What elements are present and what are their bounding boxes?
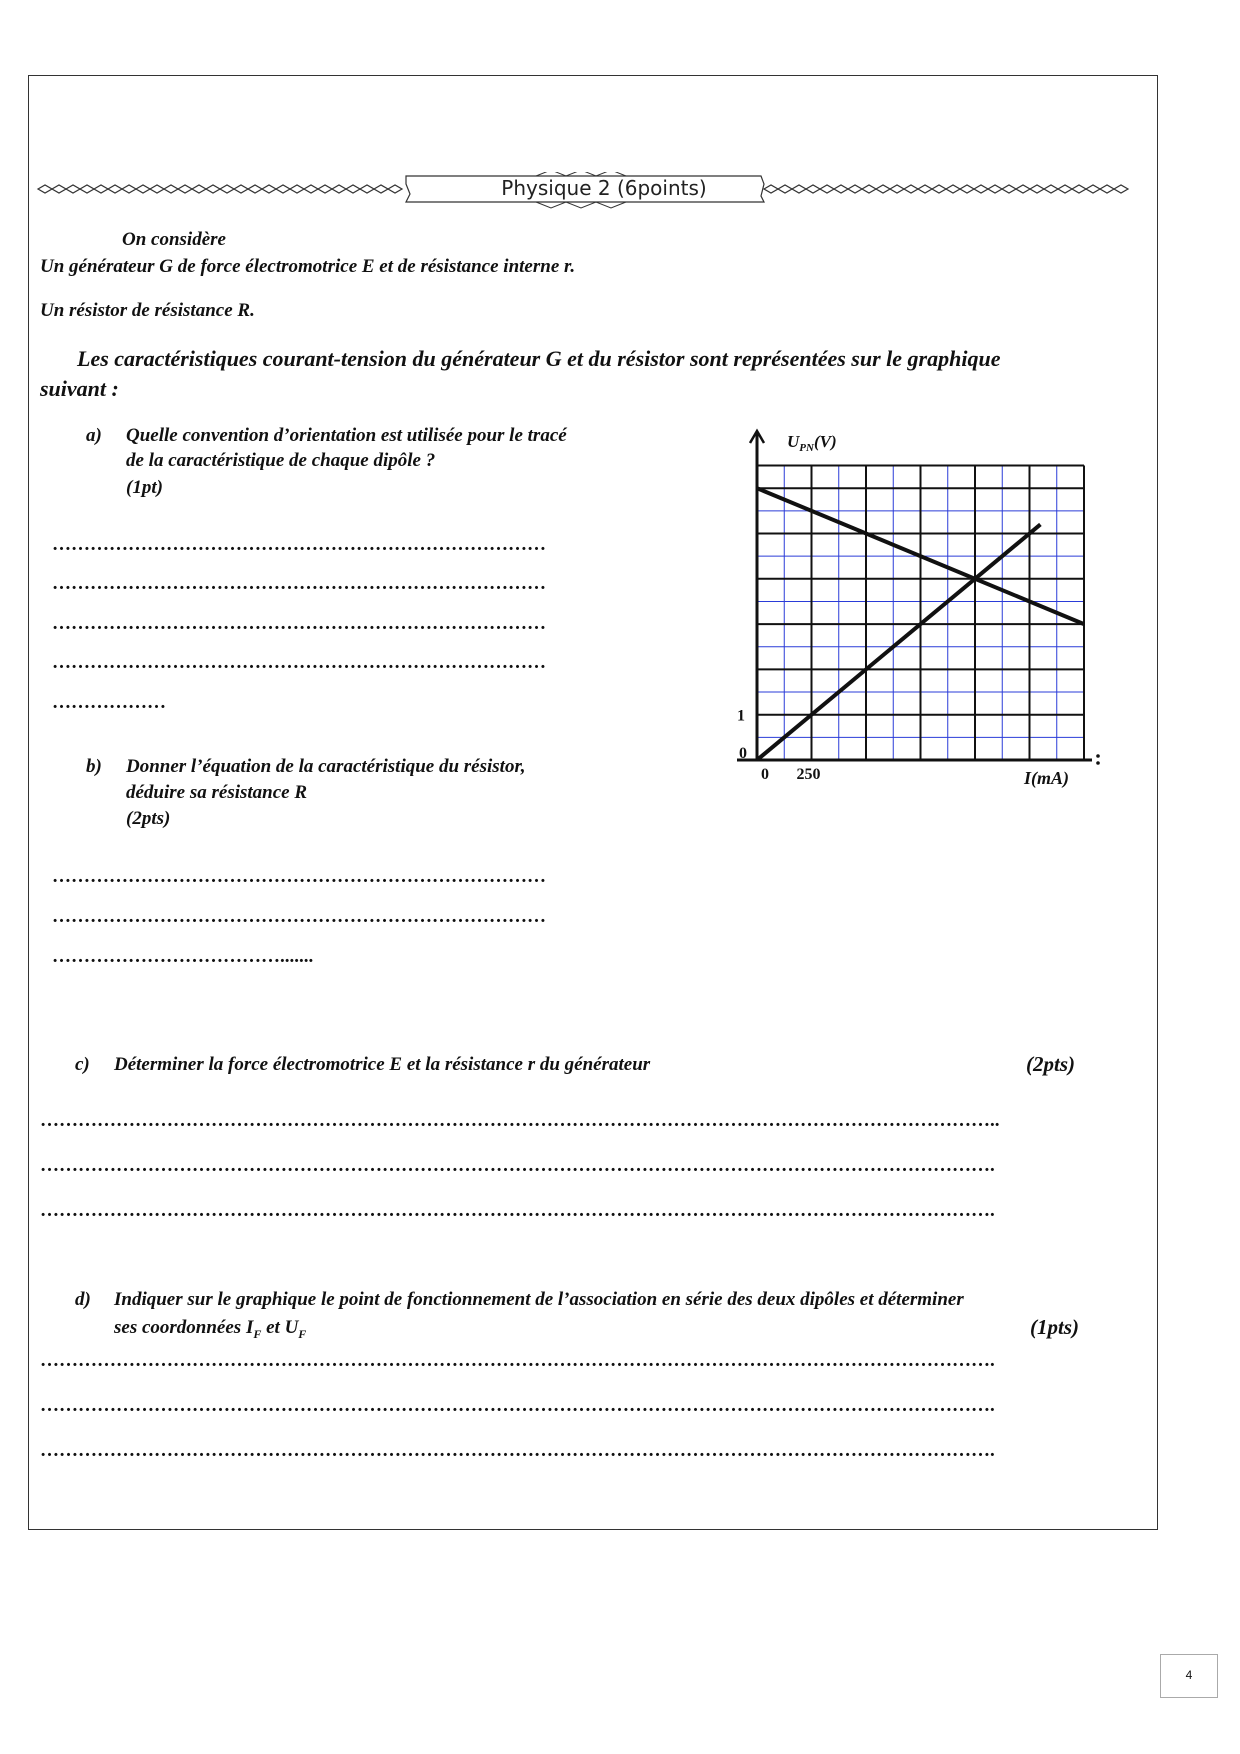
diamond-ornament xyxy=(1030,185,1044,193)
diamond-ornament xyxy=(820,185,834,193)
question-d-line-1: Indiquer sur le graphique le point de fonctionnement de l’association en série des deux dipôles et déterminer xyxy=(114,1289,964,1310)
diamond-ornament xyxy=(318,185,332,193)
diamond-ornament xyxy=(1100,185,1114,193)
diamond-ornament xyxy=(108,185,122,193)
y-tick-label-1: 1 xyxy=(737,707,745,725)
question-c-label: c) xyxy=(75,1054,90,1075)
section-banner xyxy=(36,172,1136,212)
diamond-ornament xyxy=(1072,185,1086,193)
x-tick-label-250: 250 xyxy=(796,766,821,783)
intro-line-2: Un générateur G de force électromotrice E et de résistance interne r. xyxy=(40,256,576,277)
diamond-ornament xyxy=(904,185,918,193)
answer-line-d2[interactable]: ……………………………………………………………………………………………………………………………………. xyxy=(40,1395,995,1416)
diamond-ornament xyxy=(360,185,374,193)
diamond-ornament xyxy=(806,185,820,193)
diamond-ornament xyxy=(890,185,904,193)
diamond-ornament xyxy=(988,185,1002,193)
question-b-points: (2pts) xyxy=(126,808,171,829)
diamond-ornament xyxy=(192,185,206,193)
diamond-ornament xyxy=(94,185,108,193)
x-axis-end-dot xyxy=(1096,761,1100,765)
answer-line-b1[interactable]: …………………………………………………………………… xyxy=(52,866,546,887)
diamond-ornament xyxy=(374,185,388,193)
diamond-ornament xyxy=(80,185,94,193)
coord-i-subscript: F xyxy=(253,1326,262,1341)
diamond-ornament xyxy=(932,185,946,193)
answer-line-b2[interactable]: …………………………………………………………………… xyxy=(52,906,546,927)
coord-u-subscript: F xyxy=(298,1326,307,1341)
diamond-ornament xyxy=(150,185,164,193)
answer-line-d3[interactable]: ……………………………………………………………………………………………………………………………………. xyxy=(40,1440,995,1461)
diamond-ornament xyxy=(876,185,890,193)
intro-line-3: Un résistor de résistance R. xyxy=(40,300,255,321)
diamond-ornament xyxy=(52,185,66,193)
intro-line-1: On considère xyxy=(122,229,226,250)
diamond-ornament xyxy=(220,185,234,193)
coord-u-text: et U xyxy=(261,1317,299,1338)
diamond-ornament xyxy=(778,185,792,193)
diamond-ornament xyxy=(38,185,52,193)
diamond-ornament xyxy=(206,185,220,193)
diamond-ornament xyxy=(1016,185,1030,193)
series-line-resistor xyxy=(757,524,1040,760)
diamond-ornament xyxy=(136,185,150,193)
question-c-text: Déterminer la force électromotrice E et la résistance r du générateur xyxy=(114,1054,651,1075)
diamond-ornament xyxy=(848,185,862,193)
intro-line-4b: suivant : xyxy=(40,376,119,401)
y-axis-label: $U_{PN}(V)$ xyxy=(787,432,837,454)
question-b-line-2: déduire sa résistance R xyxy=(126,782,308,803)
diamond-ornament xyxy=(234,185,248,193)
answer-line-c2[interactable]: ……………………………………………………………………………………………………………………………………. xyxy=(40,1155,995,1176)
question-b-label: b) xyxy=(86,756,102,777)
diamond-ornament xyxy=(1044,185,1058,193)
diamond-ornament xyxy=(290,185,304,193)
diamond-ornament xyxy=(862,185,876,193)
answer-line-a1[interactable]: …………………………………………………………………… xyxy=(52,534,546,555)
question-a-label: a) xyxy=(86,425,102,446)
diamond-ornament xyxy=(346,185,360,193)
answer-line-d1[interactable]: ……………………………………………………………………………………………………………………………………. xyxy=(40,1350,995,1371)
diamond-ornament xyxy=(388,185,402,193)
diamond-ornament xyxy=(918,185,932,193)
answer-line-a2[interactable]: …………………………………………………………………… xyxy=(52,573,546,594)
characteristics-chart xyxy=(725,425,1125,795)
coord-i-text: ses coordonnées I xyxy=(114,1317,254,1338)
diamond-ornament xyxy=(332,185,346,193)
diamond-ornament xyxy=(792,185,806,193)
question-d-points: (1pts) xyxy=(1030,1315,1079,1339)
diamond-ornament xyxy=(248,185,262,193)
intro-line-4a: Les caractéristiques courant-tension du générateur G et du résistor sont représentées sur le graphique xyxy=(77,346,1001,371)
page-number: 4 xyxy=(1160,1654,1218,1698)
question-d-label: d) xyxy=(75,1289,91,1310)
answer-line-a5[interactable]: ……………… xyxy=(52,692,166,713)
question-d-line-2 xyxy=(114,1317,306,1342)
answer-line-a4[interactable]: …………………………………………………………………… xyxy=(52,652,546,673)
diamond-ornament xyxy=(164,185,178,193)
diamond-ornament xyxy=(122,185,136,193)
page-title: Physique 2 (6points) xyxy=(501,176,707,200)
diamond-ornament xyxy=(262,185,276,193)
diamond-ornament xyxy=(178,185,192,193)
x-axis-end-dot xyxy=(1096,754,1100,758)
answer-line-c1[interactable]: …………………………………………………………………………………………………………………………………….. xyxy=(40,1110,1000,1131)
diamond-ornament xyxy=(66,185,80,193)
diamond-ornament xyxy=(1114,185,1128,193)
diamond-ornament xyxy=(1086,185,1100,193)
question-b-line-1: Donner l’équation de la caractéristique du résistor, xyxy=(126,756,526,777)
answer-line-b3[interactable]: ………………………………....... xyxy=(52,946,314,967)
diamond-ornament xyxy=(304,185,318,193)
question-a-points: (1pt) xyxy=(126,477,163,498)
diamond-ornament xyxy=(974,185,988,193)
question-a-line-2: de la caractéristique de chaque dipôle ? xyxy=(126,450,436,471)
diamond-ornament xyxy=(960,185,974,193)
diamond-ornament xyxy=(276,185,290,193)
diamond-ornament xyxy=(1002,185,1016,193)
x-axis-label: I(mA) xyxy=(1024,768,1069,788)
diamond-ornament xyxy=(834,185,848,193)
y-tick-label-0: 0 xyxy=(739,745,747,762)
question-c-points: (2pts) xyxy=(1026,1052,1075,1076)
answer-line-a3[interactable]: …………………………………………………………………… xyxy=(52,613,546,634)
question-a-line-1: Quelle convention d’orientation est utilisée pour le tracé xyxy=(126,425,567,446)
answer-line-c3[interactable]: ……………………………………………………………………………………………………………………………………. xyxy=(40,1200,995,1221)
diamond-ornament xyxy=(946,185,960,193)
diamond-ornament xyxy=(1058,185,1072,193)
x-tick-label-0: 0 xyxy=(761,766,769,783)
